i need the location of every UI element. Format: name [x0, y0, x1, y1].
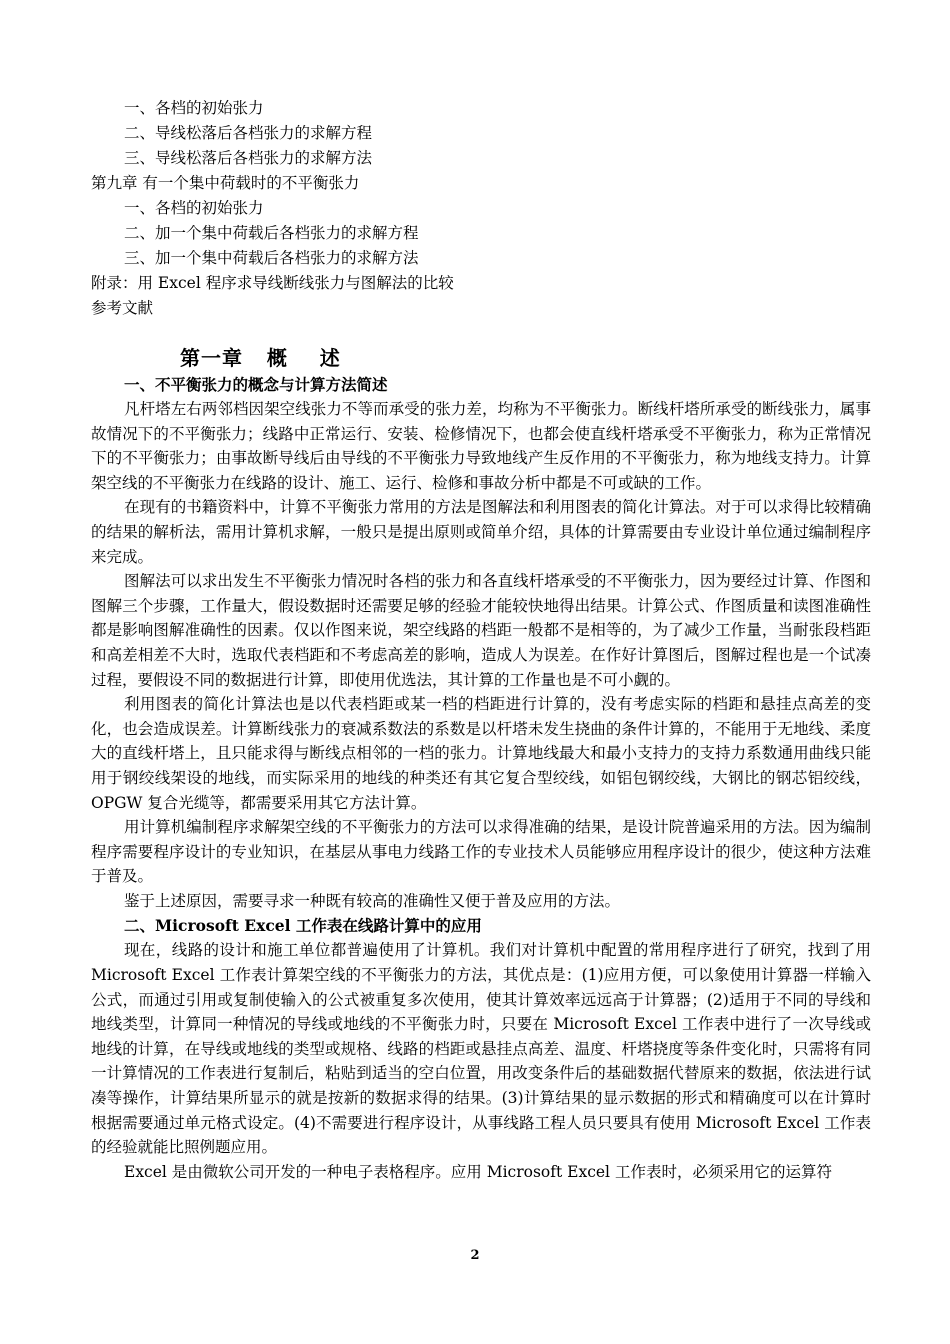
section-heading: 二、Microsoft Excel 工作表在线路计算中的应用: [124, 916, 482, 936]
paragraph: 利用图表的简化计算法也是以代表档距或某一档的档距进行计算的，没有考虑实际的档距和悬挂点高差的变化，也会造成误差。计算断线张力的衰减系数法的系数是以杆塔未发生挠曲的条件计算的，不能用于无地线、柔度大的直线杆塔上，且只能求得与断线点相邻的一档的张力。计算地线最大和最小支持力的支持力系数通用曲线只能用于钢绞线架设的地线，而实际采用的地线的种类还有其它复合型绞线，如铝包钢绞线，大钢比的钢芯铝绞线，OPGW 复合光缆等，都需要采用其它方法计算。: [91, 695, 871, 812]
paragraph: 凡杆塔左右两邻档因架空线张力不等而承受的张力差，均称为不平衡张力。断线杆塔所承受的断线张力，属事故情况下的不平衡张力；线路中正常运行、安装、检修情况下，也都会使直线杆塔承受不平衡张力，称为正常情况下的不平衡张力；由事故断导线后由导线的不平衡张力导致地线产生反作用的不平衡张力，称为地线支持力。计算架空线的不平衡张力在线路的设计、施工、运行、检修和事故分析中都是不可或缺的工作。: [91, 400, 871, 492]
paragraph: Excel 是由微软公司开发的一种电子表格程序。应用 Microsoft Excel 工作表时，必须采用它的运算符: [124, 1162, 832, 1181]
toc-entry: 三、导线松落后各档张力的求解方法: [124, 149, 373, 167]
toc-entry: 二、导线松落后各档张力的求解方程: [124, 124, 373, 142]
section-heading: 一、不平衡张力的概念与计算方法简述: [124, 375, 388, 394]
paragraph: 用计算机编制程序求解架空线的不平衡张力的方法可以求得准确的结果，是设计院普遍采用的方法。因为编制程序需要程序设计的专业知识，在基层从事电力线路工作的专业技术人员能够应用程序设计的很少，使这种方法难于普及。: [91, 818, 871, 886]
paragraph: 图解法可以求出发生不平衡张力情况时各档的张力和各直线杆塔承受的不平衡张力，因为要经过计算、作图和图解三个步骤，工作量大，假设数据时还需要足够的经验才能较快地得出结果。计算公式、作图质量和读图准确性都是影响图解准确性的因素。仅以作图来说，架空线路的档距一般都不是相等的，为了减少工作量，当耐张段档距和高差相差不大时，选取代表档距和不考虑高差的影响，造成人为误差。在作好计算图后，图解过程也是一个试凑过程，要假设不同的数据进行计算，即使用优选法，其计算的工作量也是不可小觑的。: [91, 572, 871, 689]
chapter-title: 第一章 概 述: [180, 346, 341, 370]
paragraph: 在现有的书籍资料中，计算不平衡张力常用的方法是图解法和利用图表的简化计算法。对于可以求得比较精确的结果的解析法，需用计算机求解，一般只是提出原则或简单介绍，具体的计算需要由专业设计单位通过编制程序来完成。: [91, 498, 871, 566]
table-of-contents: [91, 96, 871, 321]
page-number: 2: [470, 1248, 480, 1263]
paragraph: 鉴于上述原因，需要寻求一种既有较高的准确性又便于普及应用的方法。: [124, 891, 621, 910]
toc-appendix-entry: 附录：用 Excel 程序求导线断线张力与图解法的比较: [91, 274, 454, 292]
chapter-content: [91, 372, 871, 1184]
toc-entry: 三、加一个集中荷载后各档张力的求解方法: [124, 249, 419, 267]
toc-entry: 二、加一个集中荷载后各档张力的求解方程: [124, 224, 419, 242]
paragraph: 现在，线路的设计和施工单位都普遍使用了计算机。我们对计算机中配置的常用程序进行了研究，找到了用 Microsoft Excel 工作表计算架空线的不平衡张力的方法，其优点是：(1)应用方便，可以象使用计算器一样输入公式，而通过引用或复制使输入的公式被重复多次使用，使其计算效率远远高于计算器；(2)适用于不同的导线和地线类型，计算同一种情况的导线或地线的不平衡张力时，只要在 Microsoft Excel 工作表中进行了一次导线或地线的计算，在导线或地线的类型或规格、线路的档距或悬挂点高差、温度、杆塔挠度等条件变化时，只需将有同一计算情况的工作表进行复制后，粘贴到适当的空白位置，用改变条件后的基础数据代替原来的数据，依法进行试凑等操作，计算结果所显示的就是按新的数据求得的结果。(3)计算结果的显示数据的形式和精确度可以在计算时根据需要通过单元格式设定。(4)不需要进行程序设计，从事线路工程人员只要具有使用 Microsoft Excel 工作表的经验就能比照例题应用。: [91, 941, 871, 1157]
toc-entry: 一、各档的初始张力: [124, 99, 264, 117]
toc-chapter-entry: 第九章 有一个集中荷载时的不平衡张力: [91, 174, 360, 192]
toc-references-entry: 参考文献: [91, 299, 154, 317]
toc-entry: 一、各档的初始张力: [124, 199, 264, 217]
